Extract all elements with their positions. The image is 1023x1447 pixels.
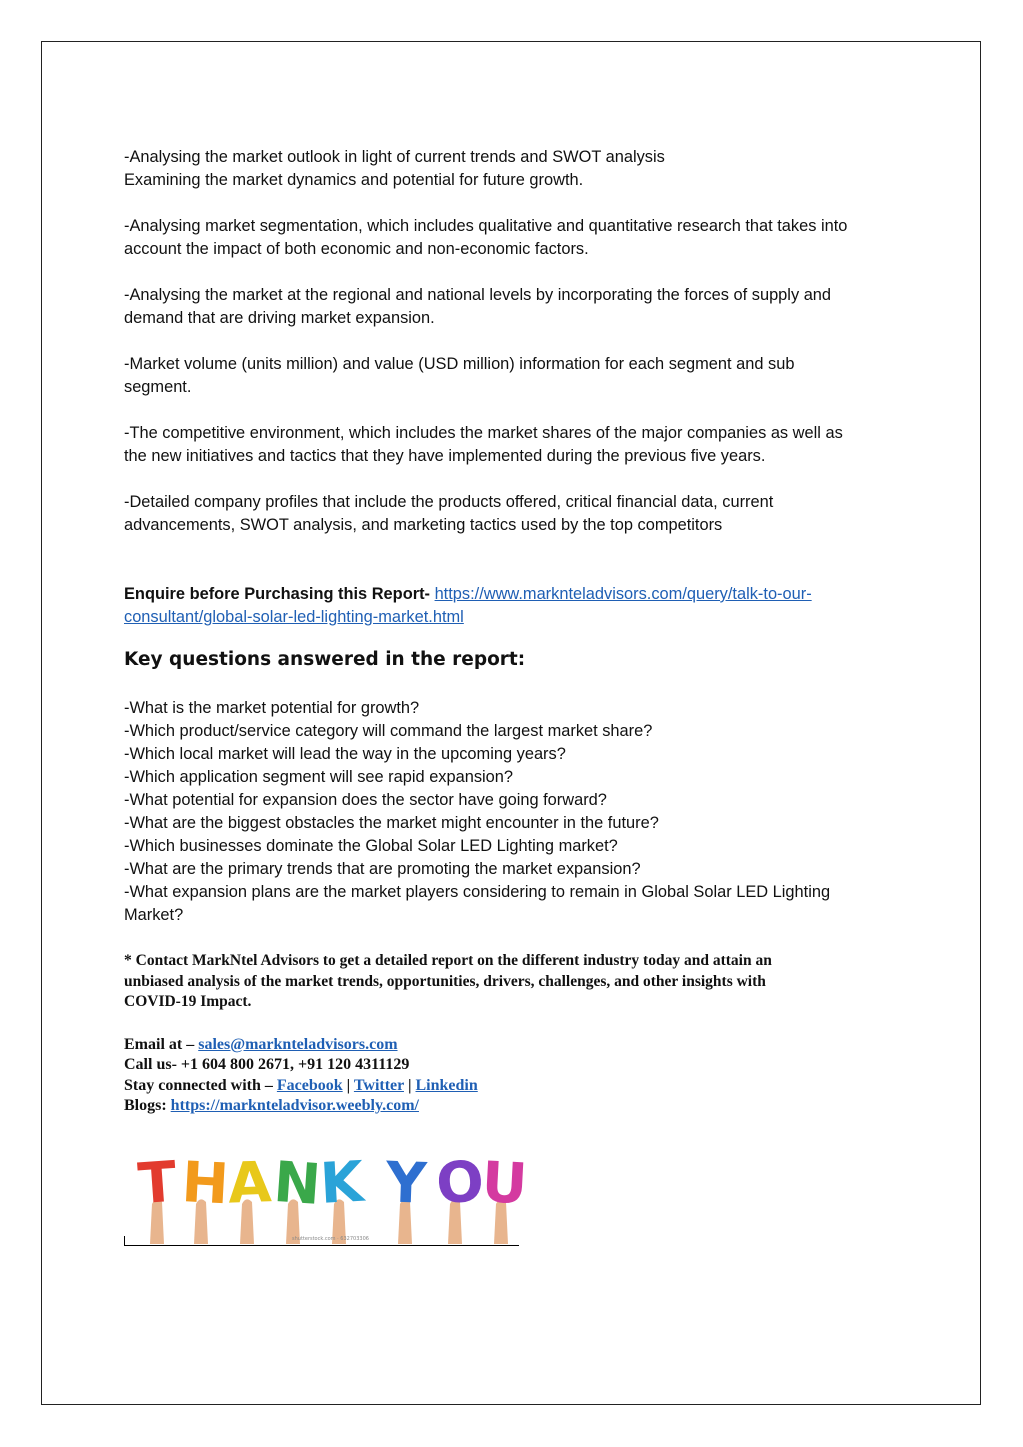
enquire-line: [124, 583, 914, 629]
list-item: -Which application segment will see rapid expansion?: [124, 768, 514, 786]
paragraph: -Analysing the market at the regional and national levels by incorporating the forces of supply and demand that are driving market expansion.: [124, 286, 832, 327]
contact-note: * Contact MarkNtel Advisors to get a detailed report on the different industry today and attain an unbiased analysis of the market trends, opportunities, drivers, challenges, and other insights with COVID-19 Impact.: [124, 952, 772, 1010]
contact-details: [124, 1035, 914, 1117]
thank-you-letter: U: [480, 1150, 529, 1218]
blogs-link[interactable]: https://marknteladvisor.weebly.com/: [170, 1097, 419, 1114]
list-item: Market?: [124, 906, 184, 924]
thank-you-letter: N: [271, 1149, 323, 1218]
thank-you-graphic: [124, 1140, 529, 1244]
thank-you-letter: H: [180, 1150, 231, 1218]
thank-you-letter: T: [136, 1149, 179, 1218]
social-line: Stay connected with – Facebook | Twitter | Linkedin: [124, 1076, 478, 1094]
thank-you-letter: K: [318, 1149, 366, 1217]
list-item: -Which businesses dominate the Global Solar LED Lighting market?: [124, 837, 618, 855]
enquire-link[interactable]: https://www.marknteladvisors.com/query/talk-to-our-: [434, 585, 812, 603]
email-line: Email at – sales@marknteladvisors.com: [124, 1035, 398, 1053]
thank-you-letter: Y: [384, 1150, 428, 1217]
enquire-link-continued[interactable]: consultant/global-solar-led-lighting-market.html: [124, 608, 464, 626]
paragraph: -Analysing the market outlook in light of current trends and SWOT analysis Examining the market dynamics and potential for future growth.: [124, 148, 665, 189]
enquire-label: Enquire before Purchasing this Report-: [124, 585, 430, 603]
image-tick: [124, 1236, 125, 1246]
document-body: [124, 146, 914, 1117]
list-item: -Which local market will lead the way in the upcoming years?: [124, 745, 566, 763]
image-underline: [124, 1245, 519, 1246]
list-item: -What is the market potential for growth?: [124, 699, 420, 717]
thank-you-letter: O: [434, 1149, 487, 1218]
paragraph: -Analysing market segmentation, which includes qualitative and quantitative research that takes into account the impact of both economic and non-economic factors.: [124, 217, 848, 258]
list-item: -Which product/service category will command the largest market share?: [124, 722, 653, 740]
watermark-text: shutterstock.com · 632703306: [292, 1236, 369, 1242]
twitter-link[interactable]: Twitter: [353, 1076, 404, 1094]
blogs-line: Blogs: https://marknteladvisor.weebly.com/: [124, 1097, 419, 1114]
key-questions-heading: Key questions answered in the report:: [124, 649, 526, 670]
email-link[interactable]: sales@marknteladvisors.com: [198, 1035, 398, 1053]
paragraph-list: [124, 146, 914, 537]
list-item: -What expansion plans are the market players considering to remain in Global Solar LED Lighting: [124, 883, 831, 901]
list-item: -What are the biggest obstacles the market might encounter in the future?: [124, 814, 659, 832]
call-line: Call us- +1 604 800 2671, +91 120 4311129: [124, 1056, 410, 1073]
list-item: -What are the primary trends that are promoting the market expansion?: [124, 860, 641, 878]
paragraph: -Detailed company profiles that include the products offered, critical financial data, current advancements, SWOT analysis, and marketing tactics used by the top competitors: [124, 493, 774, 534]
list-item: -What potential for expansion does the sector have going forward?: [124, 791, 607, 809]
thank-you-image: [124, 1140, 529, 1246]
key-questions-list: [124, 697, 914, 927]
facebook-link[interactable]: Facebook: [276, 1076, 343, 1094]
linkedin-link[interactable]: Linkedin: [415, 1076, 478, 1094]
paragraph: -Market volume (units million) and value (USD million) information for each segment and sub segment.: [124, 355, 795, 396]
thank-you-letter: A: [226, 1150, 273, 1217]
paragraph: -The competitive environment, which includes the market shares of the major companies as well as the new initiatives and tactics that they have implemented during the previous five years.: [124, 424, 843, 465]
